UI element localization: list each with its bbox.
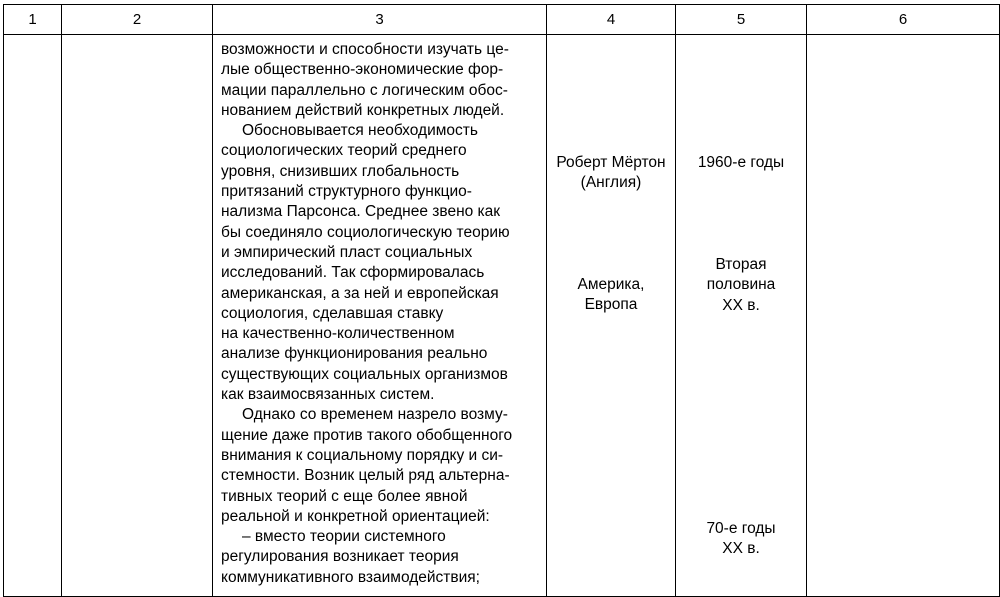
text-line: – вместо теории системного (242, 528, 446, 546)
period-block (676, 519, 806, 560)
text-line: существующих социальных организмов (221, 365, 508, 383)
text-line: щение даже против такого обобщенного (221, 426, 513, 444)
column-header-6: 6 (807, 5, 1000, 35)
text-line: анализе функционирования реально (221, 345, 488, 363)
text-line: и эмпирический пласт социальных (221, 243, 473, 261)
person-country: (Англия) (580, 174, 642, 192)
period-line: 1960-е годы (697, 154, 785, 171)
person-block (547, 153, 675, 194)
text-line: коммуникативного взаимодействия; (221, 568, 480, 586)
text-line: притязаний структурного функцио- (221, 183, 472, 201)
text-line: стемности. Возник целый ряд альтерна- (221, 467, 510, 485)
cell-col-2 (62, 35, 213, 597)
text-line: регулирования возникает теория (221, 548, 459, 566)
text-line: возможности и способности изучать це- (221, 41, 509, 58)
table-row (4, 35, 1000, 597)
text-line: нализма Парсонса. Среднее звено как (221, 203, 501, 221)
text-line: внимания к социальному порядку и си- (221, 446, 504, 464)
text-line: социологических теорий среднего (221, 142, 467, 160)
cell-col-1 (4, 35, 62, 597)
text-line: Однако со временем назрело возму- (242, 406, 508, 424)
period-line: XX в. (722, 540, 760, 558)
region-block (547, 275, 675, 316)
period-line: 70-е годы (706, 520, 776, 537)
person-name: Роберт Мёртон (556, 154, 666, 171)
text-line: бы соединяло социологическую теорию (221, 223, 510, 241)
region-line: Европа (584, 296, 638, 314)
text-line: реальной и конкретной ориентацией: (221, 507, 490, 525)
period-line: XX в. (722, 296, 760, 314)
period-block (676, 153, 806, 173)
text-line: уровня, снизивших глобальность (221, 162, 460, 180)
header-row (4, 5, 1000, 35)
column-header-5: 5 (676, 5, 807, 35)
column-header-3: 3 (213, 5, 547, 35)
document-table (3, 4, 1000, 597)
period-block (676, 255, 806, 316)
text-line: мации параллельно с логическим обос- (221, 81, 508, 99)
text-line: американская, а за ней и европейская (221, 284, 499, 302)
text-line: социология, сделавшая ставку (221, 304, 444, 322)
cell-col-5 (676, 35, 807, 597)
cell-col-4 (547, 35, 676, 597)
text-line: исследований. Так сформировалась (221, 264, 485, 282)
column-header-2: 2 (62, 5, 213, 35)
text-line: Обосновывается необходимость (242, 122, 478, 140)
column-header-4: 4 (547, 5, 676, 35)
text-line: нованием действий конкретных людей. (221, 101, 505, 119)
cell-col-6 (807, 35, 1000, 597)
cell-col-3-text (213, 35, 547, 597)
period-line: половина (706, 276, 776, 294)
text-line: лые общественно-экономические фор- (221, 61, 504, 79)
text-line: на качественно-количественном (221, 325, 455, 343)
text-line: как взаимосвязанных систем. (221, 386, 435, 404)
period-line: Вторая (715, 256, 767, 273)
region-line: Америка, (577, 276, 645, 293)
column-header-1: 1 (4, 5, 62, 35)
text-line: тивных теорий с еще более явной (221, 487, 468, 505)
